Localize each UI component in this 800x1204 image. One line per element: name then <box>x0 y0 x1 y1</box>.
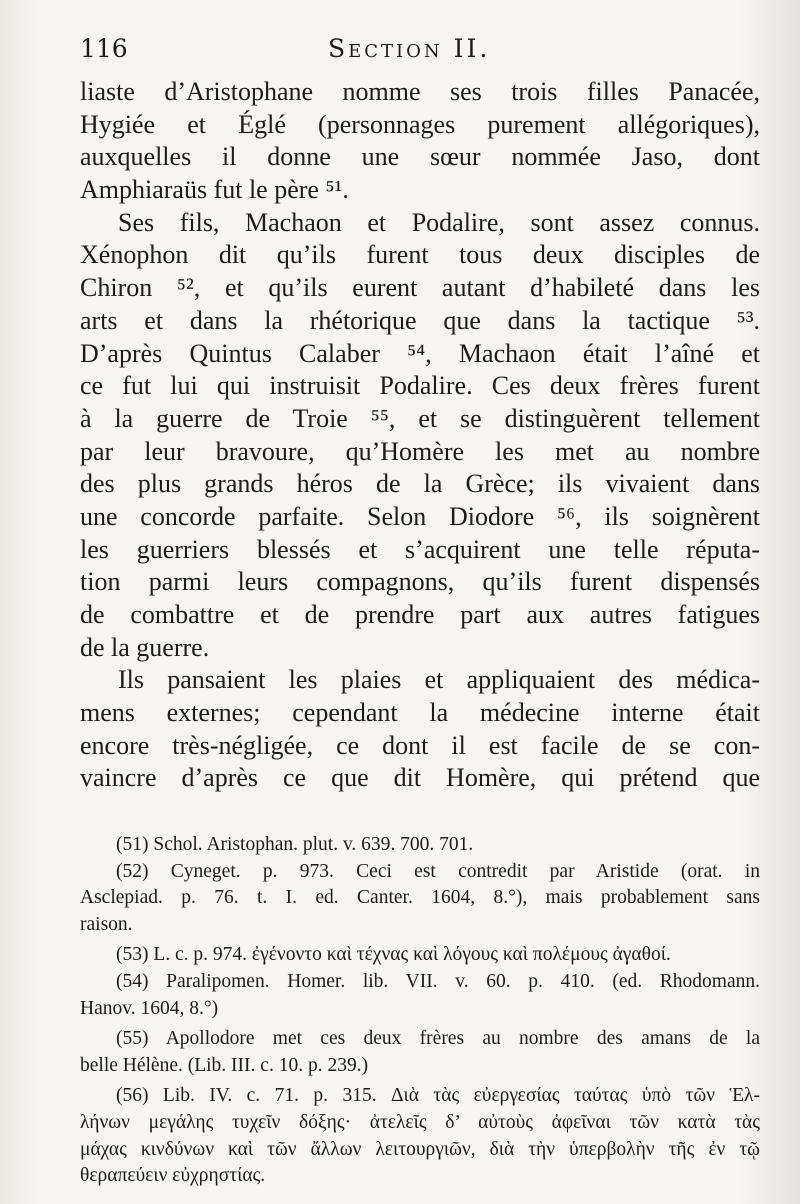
text-line: de la guerre. <box>80 632 210 662</box>
footnote-line: belle Hélène. (Lib. III. c. 10. p. 239.) <box>80 1054 369 1076</box>
text-line: des plus grands héros de la Grèce; ils vivaient dans <box>80 469 760 499</box>
footnote-line: (52) Cyneget. p. 973. Ceci est contredit par Aristide (orat. in <box>116 860 760 882</box>
footnote-line: raison. <box>80 913 133 935</box>
text-line: de combattre et de prendre part aux autres fatigues <box>80 600 760 629</box>
text-line: vaincre d’après ce que dit Homère, qui prétend que <box>80 763 760 793</box>
footnote-line: θεραπεύειν εὐχρηστίας. <box>80 1165 266 1187</box>
text-line: ce fut lui qui instruisit Podalire. Ces deux frères furent <box>80 371 760 401</box>
text-line: liaste d’Aristophane nomme ses trois filles Panacée, <box>80 77 760 106</box>
text-line: les guerriers blessés et s’acquirent une telle réputa- <box>80 534 760 564</box>
main-text <box>80 76 760 795</box>
text-line: par leur bravoure, qu’Homère les met au nombre <box>80 436 760 466</box>
footnote-line: (54) Paralipomen. Homer. lib. VII. v. 60. p. 410. (ed. Rhodomann. <box>116 970 760 992</box>
footnote-line: (56) Lib. IV. c. 71. p. 315. Διὰ τὰς εὐεργεσίας ταύτας ὑπὸ τῶν Ἑλ- <box>116 1085 760 1107</box>
text-line: une concorde parfaite. Selon Diodore ⁵⁶, ils soignèrent <box>80 501 760 531</box>
footnote-line: λήνων μεγάλης τυχεῖν δόξης· ἀτελεῖς δ’ αὐτοὺς ἀφεῖναι τῶν κατὰ τὰς <box>80 1111 760 1133</box>
text-line: Ils pansaient les plaies et appliquaient des médica- <box>118 665 760 695</box>
footnote-line: μάχας κινδύνων καὶ τῶν ἄλλων λειτουργιῶν, διὰ τὴν ὑπερβολὴν τῆς ἐν τῷ <box>80 1138 760 1160</box>
page-number: 116 <box>80 34 128 63</box>
text-line: Ses fils, Machaon et Podalire, sont assez connus. <box>118 207 760 237</box>
footnote-line: (53) L. c. p. 974. ἐγένοντο καὶ τέχνας καὶ λόγους καὶ πολέμους ἀγαθοί. <box>116 944 671 966</box>
footnote-line: Hanov. 1604, 8.°) <box>80 997 219 1019</box>
text-line: D’après Quintus Calaber ⁵⁴, Machaon était l’aîné et <box>80 338 760 368</box>
footnote-line: (51) Schol. Aristophan. plut. v. 639. 700. 701. <box>116 834 474 855</box>
page-header <box>80 30 760 70</box>
text-line: Chiron ⁵², et qu’ils eurent autant d’habileté dans les <box>80 273 760 303</box>
footnote-line: Asclepiad. p. 76. t. I. ed. Canter. 1604, 8.°), mais probablement sans <box>80 887 760 909</box>
text-line: Xénophon dit qu’ils furent tous deux disciples de <box>80 240 760 270</box>
footnote-line: (55) Apollodore met ces deux frères au nombre des amans de la <box>116 1028 760 1050</box>
footnotes <box>80 832 760 1190</box>
text-line: Hygiée et Églé (personnages purement allégoriques), <box>80 109 760 139</box>
text-line: encore très-négligée, ce dont il est facile de se con- <box>80 730 760 760</box>
text-line: à la guerre de Troie ⁵⁵, et se distinguèrent tellement <box>80 403 760 433</box>
text-line: mens externes; cependant la médecine interne était <box>80 698 760 728</box>
text-line: Amphiaraüs fut le père ⁵¹. <box>80 175 349 205</box>
text-line: tion parmi leurs compagnons, qu’ils furent dispensés <box>80 567 760 597</box>
running-head: Section II. <box>328 34 491 63</box>
text-line: auxquelles il donne une sœur nommée Jaso, dont <box>80 142 760 172</box>
text-line: arts et dans la rhétorique que dans la tactique ⁵³. <box>80 305 760 335</box>
